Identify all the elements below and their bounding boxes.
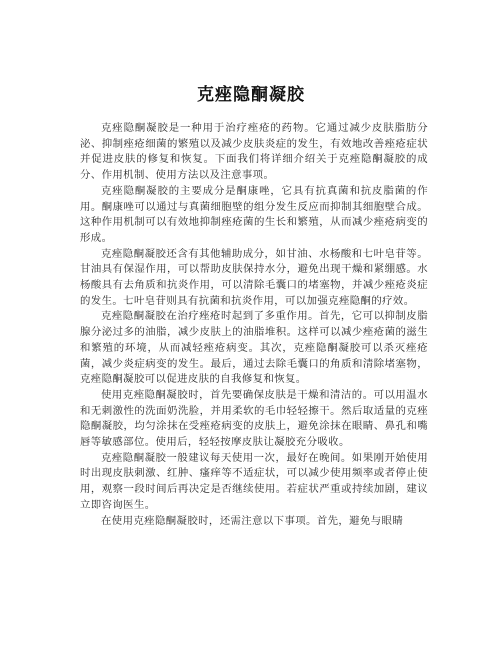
paragraph-frequency: 克痤隐酮凝胶一般建议每天使用一次，最好在晚间。如果刚开始使用时出现皮肤刺激、红肿、瘙痒等不适症状，可以减少使用频率或者停止使用，观察一段时间后再决定是否继续使用。若症状严重或持续加剧，建议立即咨询医生。 — [80, 451, 428, 511]
paragraph-auxiliary-ingredients: 克痤隐酮凝胶还含有其他辅助成分，如甘油、水杨酸和七叶皂苷等。甘油具有保湿作用，可以帮助皮肤保持水分，避免出现干燥和紧绷感。水杨酸具有去角质和抗炎作用，可以清除毛囊口的堵塞物，并减少痤疮炎症的发生。七叶皂苷则具有抗菌和抗炎作用，可以加强克痤隐酮的疗效。 — [80, 247, 428, 307]
paragraph-mechanism: 克痤隐酮凝胶在治疗痤疮时起到了多重作用。首先，它可以抑制皮脂腺分泌过多的油脂，减少皮肤上的油脂堆积。这样可以减少痤疮菌的滋生和繁殖的环境，从而减轻痤疮病变。其次，克痤隐酮凝胶可以杀灭痤疮菌，减少炎症病变的发生。最后，通过去除毛囊口的角质和清除堵塞物，克痤隐酮凝胶可以促进皮肤的自我修复和恢复。 — [80, 310, 428, 386]
paragraph-intro: 克痤隐酮凝胶是一种用于治疗痤疮的药物。它通过减少皮肤脂肪分泌、抑制痤疮细菌的繁殖以及减少皮肤炎症的发生，有效地改善痤疮症状并促进皮肤的修复和恢复。下面我们将详细介绍关于克痤隐酮凝胶的成分、作用机制、使用方法以及注意事项。 — [80, 122, 428, 182]
paragraph-main-ingredient: 克痤隐酮凝胶的主要成分是酮康唑，它具有抗真菌和抗皮脂菌的作用。酮康唑可以通过与真菌细胞壁的组分发生反应而抑制其细胞壁合成。这种作用机制可以有效地抑制痤疮菌的生长和繁殖，从而减少痤疮病变的形成。 — [80, 184, 428, 244]
paragraph-precautions: 在使用克痤隐酮凝胶时，还需注意以下事项。首先，避免与眼睛 — [101, 514, 404, 527]
document-body — [80, 121, 428, 529]
document-title: 克痤隐酮凝胶 — [197, 85, 305, 105]
paragraph-usage: 使用克痤隐酮凝胶时，首先要确保皮肤是干燥和清洁的。可以用温水和无刺激性的洗面奶洗脸，并用柔软的毛巾轻轻擦干。然后取适量的克痤隐酮凝胶，均匀涂抹在受痤疮病变的皮肤上，避免涂抹在眼睛、鼻孔和嘴唇等敏感部位。使用后，轻轻按摩皮肤让凝胶充分吸收。 — [80, 388, 428, 449]
